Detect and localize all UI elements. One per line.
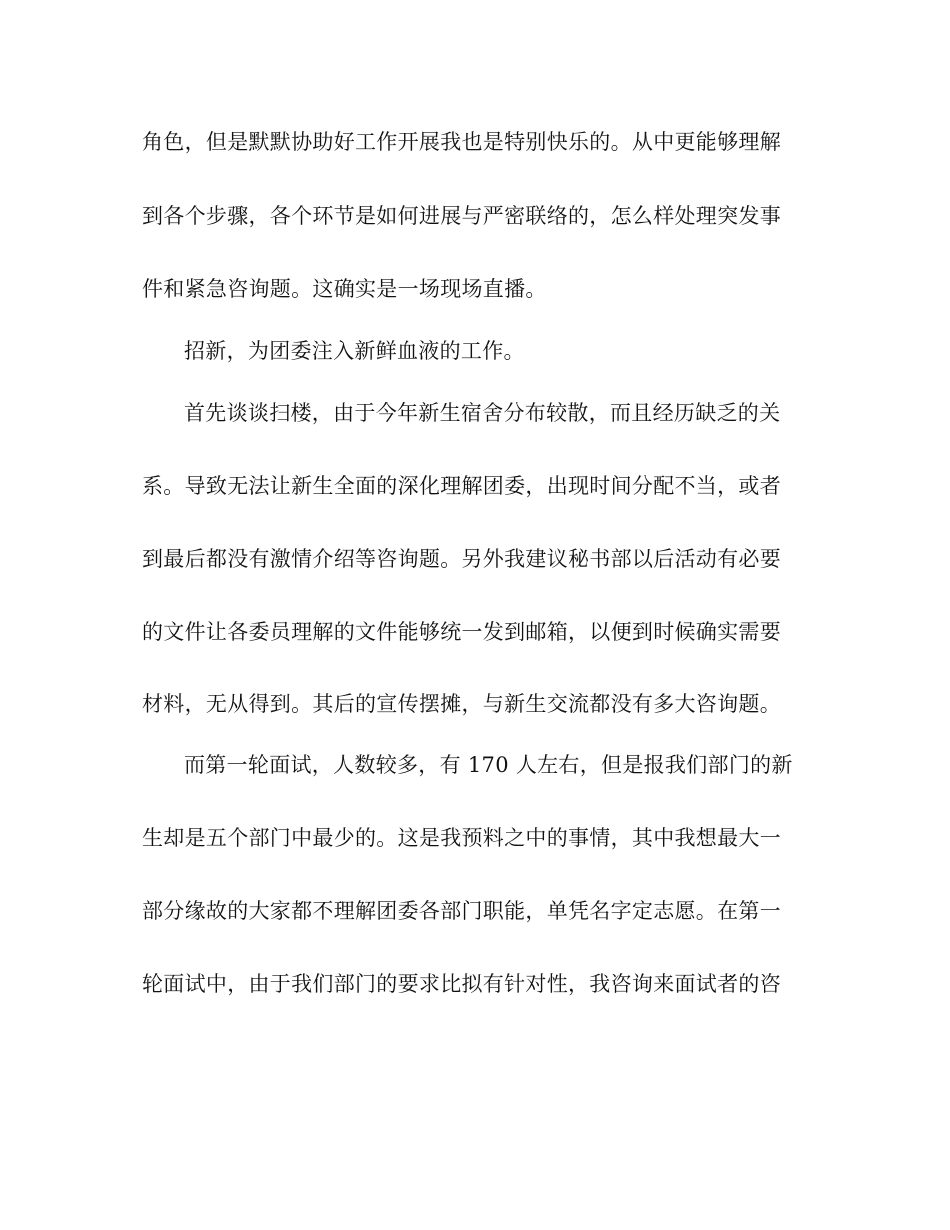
text-line: 角色，但是默默协助好工作开展我也是特别快乐的。从中更能够理解 — [142, 130, 781, 154]
text-line: 到各个步骤，各个环节是如何进展与严密联络的，怎么样处理突发事 — [142, 204, 781, 228]
text-line: 轮面试中，由于我们部门的要求比拟有针对性，我咨询来面试者的咨 — [142, 972, 781, 996]
paragraph-start-line: 首先谈谈扫楼，由于今年新生宿舍分布较散，而且经历缺乏的关 — [184, 401, 781, 425]
paragraph-start-line: 而第一轮面试，人数较多，有 170 人左右，但是报我们部门的新 — [184, 753, 793, 777]
text-line: 生却是五个部门中最少的。这是我预料之中的事情，其中我想最大一 — [142, 826, 781, 850]
text-line: 到最后都没有激情介绍等咨询题。另外我建议秘书部以后活动有必要 — [142, 547, 781, 571]
text-line: 部分缘故的大家都不理解团委各部门职能，单凭名字定志愿。在第一 — [142, 899, 781, 923]
text-line: 的文件让各委员理解的文件能够统一发到邮箱，以便到时候确实需要 — [142, 620, 781, 644]
text-line: 系。导致无法让新生全面的深化理解团委，出现时间分配不当，或者 — [142, 474, 781, 498]
text-line: 材料，无从得到。其后的宣传摆摊，与新生交流都没有多大咨询题。 — [142, 692, 781, 716]
text-line: 件和紧急咨询题。这确实是一场现场直播。 — [142, 277, 547, 301]
paragraph-start-line: 招新，为团委注入新鲜血液的工作。 — [184, 339, 525, 363]
